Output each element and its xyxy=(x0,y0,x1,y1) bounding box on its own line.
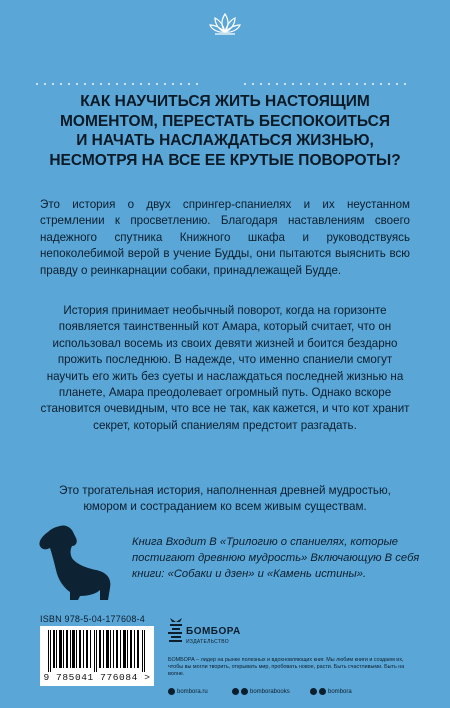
trilogy-quote: Книга Входит В «Трилогию о спаниелях, которые постигают древнюю мудрость» Включающую В себя книги: «Собаки и дзен» и «Камень истины». xyxy=(132,536,420,580)
publisher-subtitle: ИЗДАТЕЛЬСТВО xyxy=(186,639,229,645)
publisher-blurb: БОМБОРА – лидер на рынке полезных и вдохновляющих книг. Мы любим книги и создаем их, чтобы вы могли творить, открывать мир, пробовать новое, расти. Быть счастливыми. Быть на волне. xyxy=(168,657,405,678)
headline-line: НЕСМОТРЯ НА ВСЕ ЕЕ КРУТЫЕ ПОВОРОТЫ? xyxy=(49,151,401,169)
social-link-vk[interactable] xyxy=(310,688,352,695)
dotted-divider-left xyxy=(36,72,206,75)
headline-line: МОМЕНТОМ, ПЕРЕСТАТЬ БЕСПОКОИТЬСЯ xyxy=(60,112,390,130)
vk-icon xyxy=(310,688,317,695)
dog-silhouette-icon xyxy=(30,522,114,602)
social-label: bomborabooks xyxy=(250,688,290,695)
globe-icon xyxy=(168,688,175,695)
publisher-name: БОМБОРА xyxy=(186,626,241,637)
headline-line: И НАЧАТЬ НАСЛАЖДАТЬСЯ ЖИЗНЬЮ, xyxy=(76,132,374,149)
telegram-icon xyxy=(319,688,326,695)
social-label: bombora xyxy=(328,688,352,695)
social-links xyxy=(168,688,428,698)
social-network-icon xyxy=(241,688,248,695)
social-label: bombora.ru xyxy=(177,688,208,695)
headline-line: КАК НАУЧИТЬСЯ ЖИТЬ НАСТОЯЩИМ xyxy=(80,93,370,110)
social-network-icon xyxy=(232,688,239,695)
description-paragraph-2: История принимает необычный поворот, когда на горизонте появляется таинственный кот Амара, который считает, что он использовал восемь из своих девяти жизней и боится бездарно прожить последнюю. В надежде, что именно спаниели смогут научить его жить без суеты и наслаждаться последней жизнью на планете, Амара преодолевает огромный путь. Однако вскоре становится очевидным, что все не так, как кажется, и что кот хранит секрет, который спаниелям предстоит разгадать. xyxy=(40,304,410,432)
isbn-label: ISBN 978-5-04-177608-4 xyxy=(40,614,145,624)
dotted-divider-right xyxy=(244,72,414,75)
social-link-books[interactable] xyxy=(232,688,290,695)
social-link-website[interactable] xyxy=(168,688,208,695)
barcode xyxy=(40,626,154,686)
headline xyxy=(40,92,410,170)
barcode-number: 9 785041 776084 > xyxy=(43,672,151,683)
description-paragraph-1: Это история о двух спрингер-спаниелях и их неустанном стремлении к просветлению. Благодаря наставлениям своего надежного спутника Книжного шкафа и руководствуясь непоколебимой верой в учение Будды, они пытаются выяснить всю правду о реинкарнации собаки, принадлежащей Будде. xyxy=(40,198,410,277)
lotus-icon xyxy=(209,12,241,36)
description-paragraph-3: Это трогательная история, наполненная древней мудростью, юмором и состраданием ко всем живым существам. xyxy=(59,484,391,514)
barcode-bars xyxy=(46,630,148,672)
